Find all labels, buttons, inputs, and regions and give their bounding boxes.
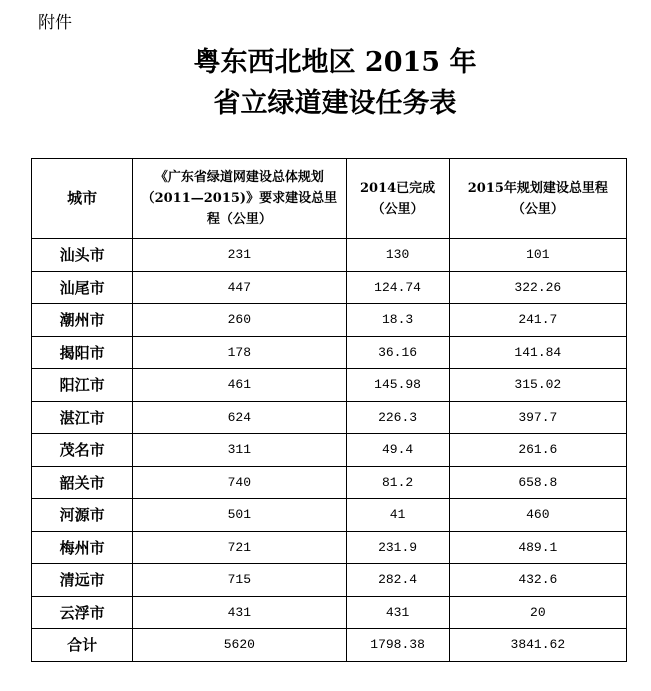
cell-completed-2014: 124.74: [346, 271, 449, 304]
cell-planned-total: 501: [133, 499, 346, 532]
cell-planned-2015: 658.8: [449, 466, 626, 499]
cell-city: 阳江市: [32, 369, 133, 402]
cell-completed-2014: 81.2: [346, 466, 449, 499]
cell-completed-2014: 145.98: [346, 369, 449, 402]
cell-planned-total: 461: [133, 369, 346, 402]
cell-city: 湛江市: [32, 401, 133, 434]
table-row: [32, 466, 627, 499]
cell-planned-total: 715: [133, 564, 346, 597]
table-row: [32, 596, 627, 629]
task-table: [31, 158, 627, 662]
cell-planned-2015: 432.6: [449, 564, 626, 597]
cell-planned-total: 431: [133, 596, 346, 629]
cell-planned-total: 721: [133, 531, 346, 564]
table-row: [32, 499, 627, 532]
cell-completed-2014: 282.4: [346, 564, 449, 597]
table-row: [32, 434, 627, 467]
cell-planned-2015: 20: [449, 596, 626, 629]
cell-planned-total: 260: [133, 304, 346, 337]
table-row: [32, 531, 627, 564]
cell-planned-total: 740: [133, 466, 346, 499]
table-row: [32, 304, 627, 337]
cell-planned-2015: 3841.62: [449, 629, 626, 662]
cell-city: 潮州市: [32, 304, 133, 337]
header-2014-completed: 2014已完成（公里）: [346, 159, 449, 239]
table-row: [32, 564, 627, 597]
cell-city: 揭阳市: [32, 336, 133, 369]
header-city: 城市: [32, 159, 133, 239]
cell-planned-total: 447: [133, 271, 346, 304]
cell-completed-2014: 226.3: [346, 401, 449, 434]
cell-city: 茂名市: [32, 434, 133, 467]
cell-completed-2014: 231.9: [346, 531, 449, 564]
table-row: [32, 369, 627, 402]
cell-planned-2015: 141.84: [449, 336, 626, 369]
cell-planned-2015: 261.6: [449, 434, 626, 467]
cell-planned-total: 624: [133, 401, 346, 434]
header-row: [32, 159, 627, 239]
cell-planned-2015: 322.26: [449, 271, 626, 304]
cell-city: 清远市: [32, 564, 133, 597]
cell-planned-2015: 101: [449, 239, 626, 272]
cell-city: 汕头市: [32, 239, 133, 272]
document-title-line2: 省立绿道建设任务表: [213, 88, 457, 119]
total-row: [32, 629, 627, 662]
cell-planned-total: 311: [133, 434, 346, 467]
table-row: [32, 239, 627, 272]
attachment-label: 附件: [38, 13, 72, 33]
cell-completed-2014: 36.16: [346, 336, 449, 369]
cell-planned-2015: 397.7: [449, 401, 626, 434]
cell-planned-total: 231: [133, 239, 346, 272]
cell-completed-2014: 41: [346, 499, 449, 532]
document-title-line1: 粤东西北地区 2015 年: [193, 47, 477, 78]
cell-planned-2015: 460: [449, 499, 626, 532]
cell-planned-2015: 241.7: [449, 304, 626, 337]
cell-city: 梅州市: [32, 531, 133, 564]
cell-completed-2014: 18.3: [346, 304, 449, 337]
cell-completed-2014: 130: [346, 239, 449, 272]
table-row: [32, 401, 627, 434]
cell-planned-total: 178: [133, 336, 346, 369]
table-row: [32, 271, 627, 304]
cell-planned-2015: 315.02: [449, 369, 626, 402]
cell-completed-2014: 49.4: [346, 434, 449, 467]
cell-completed-2014: 431: [346, 596, 449, 629]
cell-city: 河源市: [32, 499, 133, 532]
cell-city: 合计: [32, 629, 133, 662]
header-2015-planned: 2015年规划建设总里程（公里）: [449, 159, 626, 239]
cell-city: 汕尾市: [32, 271, 133, 304]
header-planned-total: 《广东省绿道网建设总体规划（2011—2015)》要求建设总里程（公里）: [133, 159, 346, 239]
cell-planned-2015: 489.1: [449, 531, 626, 564]
cell-completed-2014: 1798.38: [346, 629, 449, 662]
cell-planned-total: 5620: [133, 629, 346, 662]
table-row: [32, 336, 627, 369]
cell-city: 云浮市: [32, 596, 133, 629]
cell-city: 韶关市: [32, 466, 133, 499]
